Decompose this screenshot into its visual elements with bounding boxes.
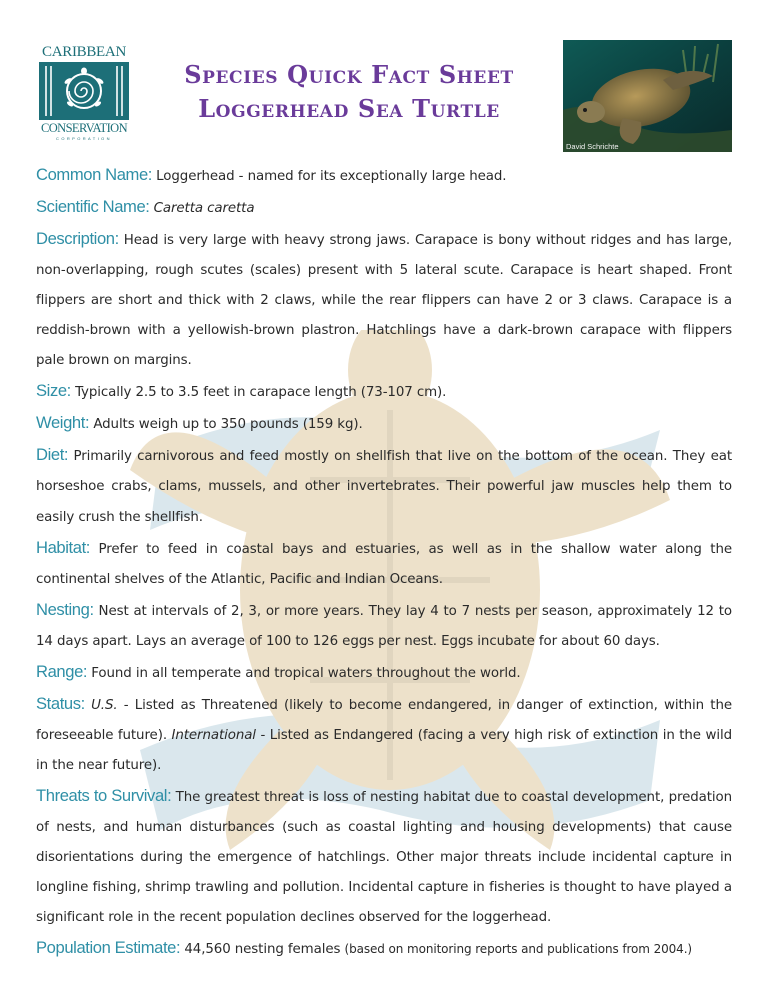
caribbean-conservation-logo (36, 44, 132, 144)
logo-bottom-text: CONSERVATION (40, 121, 128, 135)
scientific-name-label: Scientific Name: (36, 197, 150, 217)
title-line-1: Species Quick Fact Sheet (184, 60, 514, 89)
status-us-text: - Listed as Threatened (likely to become endangered, in danger of extinction, within the foreseeable future). (36, 697, 732, 743)
fact-common-name (36, 160, 732, 192)
status-international-text: - Listed as Endangered (facing a very high risk of extinction in the wild in the near future). (36, 727, 732, 773)
size-text: Typically 2.5 to 3.5 feet in carapace length (73-107 cm). (75, 385, 447, 401)
scientific-name-text: Caretta caretta (153, 201, 255, 217)
loggerhead-turtle-photo (563, 40, 732, 152)
nesting-label: Nesting: (36, 599, 94, 619)
fact-scientific-name (36, 192, 732, 224)
habitat-label: Habitat: (36, 537, 90, 557)
population-label: Population Estimate: (36, 938, 181, 958)
status-international-label: International (171, 727, 256, 743)
description-text: Head is very large with heavy strong jaws. Carapace is bony without ridges and has large, non-overlapping, rough scutes (scales) present with 5 lateral scute. Carapace is heart shaped. Front flippers are short and thick with 2 claws, while the rear flippers can have 2 or 3 claws. Carapace is a reddish-brown with a yellowish-brown plastron. Hatchlings have a dark-brown carapace with flippers pale brown on margins. (36, 233, 732, 369)
range-label: Range: (36, 661, 88, 681)
fact-habitat (36, 533, 732, 595)
fact-threats (36, 781, 732, 933)
threats-label: Threats to Survival: (36, 785, 172, 805)
size-label: Size: (36, 381, 71, 401)
logo-top-text: CARIBBEAN (42, 44, 126, 60)
logo-sub-text: CORPORATION (56, 136, 112, 141)
fact-diet (36, 440, 732, 532)
population-text: 44,560 nesting females (184, 942, 341, 958)
fact-range (36, 657, 732, 689)
weight-text: Adults weigh up to 350 pounds (159 kg). (93, 417, 363, 433)
fact-size (36, 376, 732, 408)
threats-text: The greatest threat is loss of nesting habitat due to coastal development, predation of nests, and human disturbances (such as coastal lighting and housing developments) that cause disorientations during the emergence of hatchlings. Other major threats include incidental capture in longline fishing, shrimp trawling and pollution. Incidental capture in fisheries is thought to have played a significant role in the recent population declines observed for the loggerhead. (36, 789, 732, 926)
page-title (140, 58, 558, 126)
status-us-label: U.S. (91, 697, 118, 713)
weight-label: Weight: (36, 413, 90, 433)
title-line-2: Loggerhead Sea Turtle (198, 94, 500, 123)
fact-population (36, 933, 732, 965)
fact-status (36, 689, 732, 781)
turtle-spiral-icon (39, 62, 129, 120)
status-label: Status: (36, 693, 85, 713)
nesting-text: Nest at intervals of 2, 3, or more years. They lay 4 to 7 nests per season, approximately 12 to 14 days apart. Lays an average of 100 to 126 eggs per nest. Eggs incubate for about 60 days. (36, 603, 732, 649)
fact-list (36, 160, 732, 965)
diet-label: Diet: (36, 445, 69, 465)
fact-weight (36, 408, 732, 440)
common-name-label: Common Name: (36, 165, 152, 184)
common-name-text: Loggerhead - named for its exceptionally large head. (156, 169, 507, 184)
photo-credit: David Schrichte (566, 142, 619, 151)
description-label: Description: (36, 229, 119, 249)
fact-description (36, 224, 732, 376)
population-note: (based on monitoring reports and publications from 2004.) (344, 942, 693, 957)
fact-nesting (36, 595, 732, 657)
habitat-text: Prefer to feed in coastal bays and estuaries, as well as in the shallow water along the continental shelves of the Atlantic, Pacific and Indian Oceans. (36, 541, 732, 587)
range-text: Found in all temperate and tropical waters throughout the world. (91, 665, 521, 681)
diet-text: Primarily carnivorous and feed mostly on shellfish that live on the bottom of the ocean. They eat horseshoe crabs, clams, mussels, and other invertebrates. Their powerful jaw muscles help them to easily crush the shellfish. (36, 449, 732, 525)
